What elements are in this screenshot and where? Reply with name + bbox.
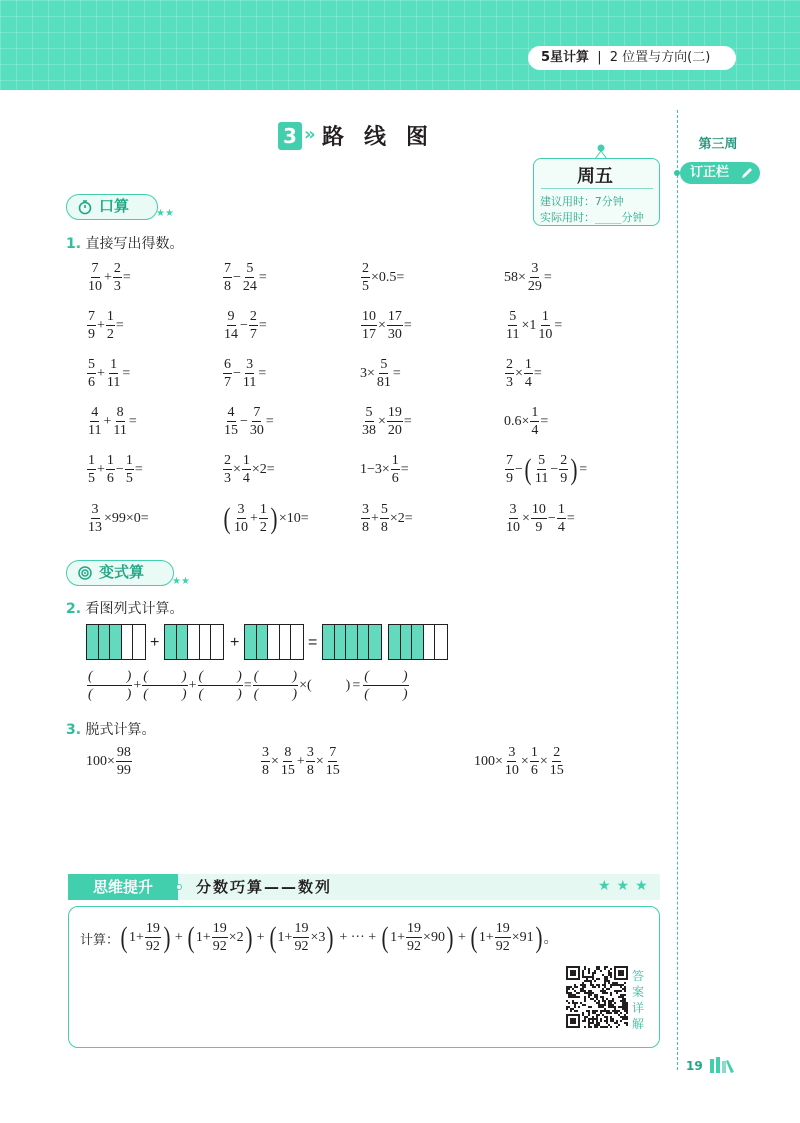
question-3-text: 脱式计算。 [85, 722, 156, 738]
fraction-bar-1 [86, 624, 146, 660]
question-1-text: 直接写出得数。 [85, 236, 184, 252]
oral-problem: 3× $\frac{5}{81}$ = [360, 357, 401, 390]
correction-text: 订正栏 [690, 165, 730, 180]
fraction-bar-5 [388, 624, 448, 660]
step-problem-1: 100× $\frac{98}{99}$ [86, 745, 131, 778]
question-2-title [66, 598, 184, 618]
books-icon [708, 1056, 738, 1074]
oral-problem: $\frac{2}{3}$ × $\frac{1}{4}$ = [506, 357, 542, 390]
oral-problem: 7 9 + $\frac{1}{2}$ = [88, 309, 124, 342]
question-2-number: 2. [66, 601, 82, 617]
lesson-number: 3 [278, 122, 302, 150]
section-variant-text: 变式算 [99, 563, 145, 581]
section-oral-label [66, 194, 158, 220]
bar-expression-blanks[interactable]: ( ) ( ) + ( ) ( ) + ( ) ( ) = ( ) ( ) ×( ) = ( ) ( ) [88, 669, 408, 702]
oral-problem: 7 8 − $\frac{5}{24}$ = [224, 261, 267, 294]
answer-details-label[interactable]: 答案详解 [632, 969, 645, 1031]
plus-sign: + [230, 634, 240, 651]
day-box-divider [541, 188, 653, 189]
fraction-bar-4 [322, 624, 382, 660]
header-band [0, 0, 800, 90]
page-number: 19 [686, 1059, 703, 1073]
fraction-bar-2 [164, 624, 224, 660]
oral-problem: 0.6× $\frac{1}{4}$ = [504, 405, 549, 438]
oral-problem: 4 11 + $\frac{8}{11}$ = [88, 405, 137, 438]
week-label: 第三周 [698, 137, 738, 152]
step-problem-2: $\frac{3}{8}$ × $\frac{8}{15}$ + $\frac{3}{8}$ × $\frac{7}{15}$ [262, 745, 340, 778]
think-topic: 分数巧算——数列 [196, 878, 333, 896]
question-1-number: 1. [66, 236, 82, 252]
question-2-text: 看图列式计算。 [85, 601, 184, 617]
star-icon: ★★ [172, 576, 190, 587]
oral-problem: 4 15 − $\frac{7}{30}$ = [224, 405, 274, 438]
oral-problem: $\frac{3}{13}$ ×99×0= [88, 502, 149, 535]
oral-problem: 7 9 − ( 5 11 − $\frac{2}{9}$ ) = [506, 453, 588, 486]
oral-problem: $\frac{10}{17}$ × $\frac{17}{30}$ = [362, 309, 412, 342]
series-name: 5星计算 [541, 50, 590, 65]
chevron-icon: » [304, 124, 316, 145]
equals-sign: = [308, 634, 318, 651]
think-problem: 计算： ( 1+ $\frac{19}{92}$ ) + ( 1+ $\frac{19}{92}$ ×2 ) + ( 1+ $\frac{19}{92}$ ×3 ) + ··· + ( 1+ $\frac{19}{92}$ ×90 ) + ( 1+ $\frac{19}{92}$ ×91 ) 。 [80, 921, 558, 954]
question-3-title [66, 719, 156, 739]
oral-problem: 9 14 − $\frac{2}{7}$ = [224, 309, 267, 342]
oral-problem: 6 7 − $\frac{3}{11}$ = [224, 357, 267, 390]
qr-code-icon[interactable] [566, 966, 628, 1028]
oral-problem: 1−3× $\frac{1}{6}$ = [360, 453, 409, 486]
oral-problem: $\frac{5}{11}$ ×1 $\frac{1}{10}$ = [506, 309, 563, 342]
oral-problem: 3 8 + $\frac{5}{8}$ ×2= [362, 502, 413, 535]
think-tab-label: 思维提升 [68, 874, 178, 900]
star-icon: ★★ [156, 208, 174, 219]
section-oral-text: 口算 [99, 197, 130, 215]
book-section-label [528, 46, 736, 70]
question-1-title [66, 233, 184, 253]
day-name: 周五 [577, 166, 613, 187]
star-icon: ★★★ [598, 878, 654, 894]
oral-problem: 5 6 + $\frac{1}{11}$ = [88, 357, 131, 390]
oral-problem: ( 3 10 + $\frac{1}{2}$ ) ×10= [223, 502, 309, 535]
oral-problem: $\frac{3}{10}$ × $\frac{10}{9}$ − $\frac{1}{4}$ = [506, 502, 575, 535]
target-icon [77, 565, 93, 581]
oral-problem: $\frac{2}{5}$ ×0.5= [362, 261, 405, 294]
oral-problem: $\frac{2}{3}$ × $\frac{1}{4}$ ×2= [224, 453, 275, 486]
question-3-number: 3. [66, 722, 82, 738]
stopwatch-icon [77, 199, 93, 215]
suggested-time: 建议用时：7分钟 [540, 195, 624, 208]
oral-problem: 1 5 + $\frac{1}{6}$ − $\frac{1}{5}$ = [88, 453, 143, 486]
fraction-bar-3 [244, 624, 304, 660]
correction-column-label [680, 162, 760, 184]
strip-dot [176, 884, 182, 890]
section-variant-label [66, 560, 174, 586]
oral-problem: $\frac{5}{38}$ × $\frac{19}{20}$ = [362, 405, 412, 438]
oral-problem: 7 10 + $\frac{2}{3}$ = [88, 261, 131, 294]
actual-time-field[interactable]: 实际用时：____分钟 [540, 211, 644, 224]
margin-divider [677, 110, 678, 1070]
separator: | [597, 50, 602, 65]
step-problem-3: 100× $\frac{3}{10}$ × $\frac{1}{6}$ × $\frac{2}{15}$ [474, 745, 564, 778]
plus-sign: + [150, 634, 160, 651]
oral-problem: 58× $\frac{3}{29}$ = [504, 261, 552, 294]
unit-name: 2 位置与方向(二) [609, 50, 711, 65]
lesson-title: 路线图 [322, 125, 449, 150]
pencil-icon [740, 166, 754, 180]
